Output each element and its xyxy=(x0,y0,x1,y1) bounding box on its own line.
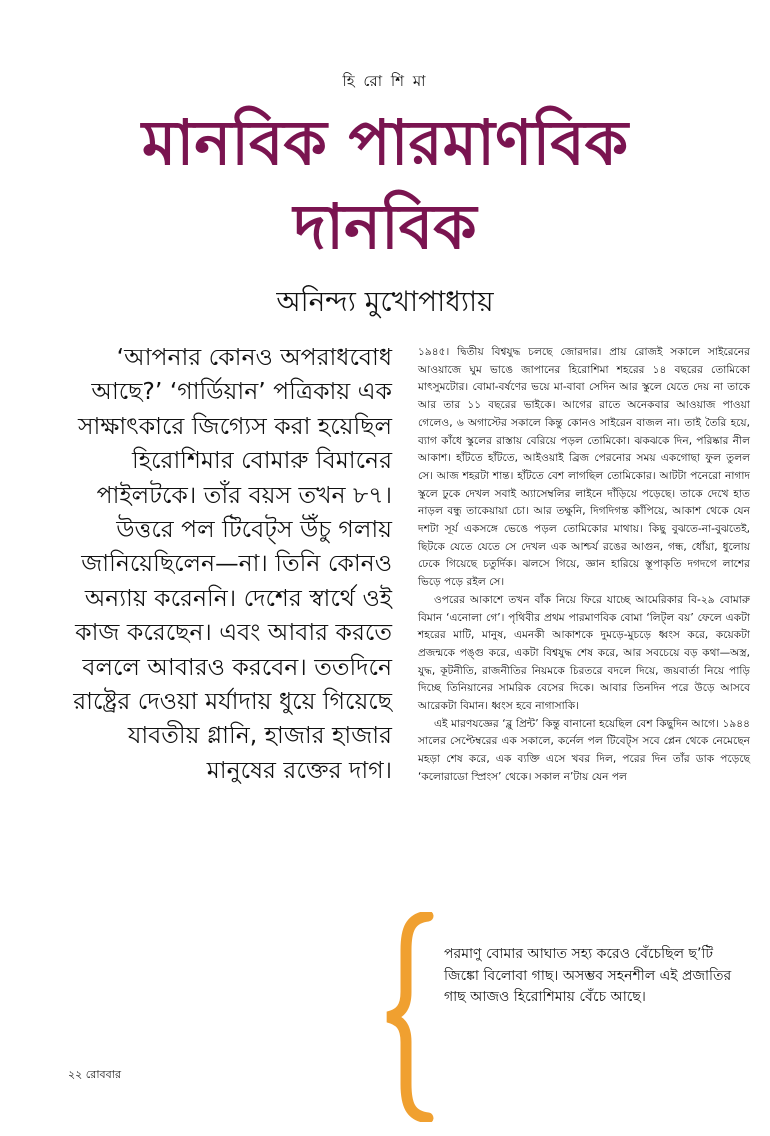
author-byline: অনিন্দ্য মুখোপাধ্যায় xyxy=(276,285,494,318)
sidebar-note: পরমাণু বোমার আঘাত সহ্য করেও বেঁচেছিল ছ’টি জিঙ্কো বিলোবা গাছ। অসম্ভব সহনশীল এই প্রজাতির গাছ আজও হিরোশিমায় বেঁচে আছে। xyxy=(444,946,732,1005)
headline-line-1: মানবিক পারমাণবিক xyxy=(141,106,629,179)
headline-line-2: দানবিক xyxy=(293,190,477,263)
page-folio: ২২ রোববার xyxy=(68,1068,121,1081)
article-body xyxy=(418,344,750,787)
body-paragraph: ওপরের আকাশে তখন বাঁক নিয়ে ফিরে যাচ্ছে আমেরিকার বি-২৯ বোমারু বিমান ‘এনোলা গে’। পৃথিবীর প্রথম পারমাণবিক বোমা ‘লিট্‌ল বয়’ ফেলে একটা শহরের মাটি, মানুষ, এমনকী আকাশকে দুমড়ে-মুচড়ে ধ্বংস করে, কয়েকটা প্রজন্মকে পঙ্গু করে, একটা বিশ্বযুদ্ধ শেষ করে, আর সবচেয়ে বড় কথা—অস্ত্র, যুদ্ধ, কূটনীতি, রাজনীতির নিয়মকে চিরতরে বদলে দিয়ে, জয়বার্তা নিয়ে পাড়ি দিচ্ছে তিনিয়ানের সামরিক বেসের দিকে। আবার তিনদিন পরে উড়ে আসবে আরেকটা বিমান। ধ্বংস হবে নাগাসাকি। xyxy=(418,593,750,713)
curly-brace-decoration xyxy=(384,912,438,1122)
section-kicker: হি রো শি মা xyxy=(342,72,428,90)
body-paragraph: এই মারণযজ্ঞের ‘ব্লু প্রিন্ট’ কিন্তু বানানো হয়েছিল বেশ কিছুদিন আগে। ১৯৪৪ সালের সেপ্টেম্বরের এক সকালে, কর্নেল পল টিবেট্‌স সবে প্লেন থেকে নেমেছেন মহড়া শেষ করে, এক ব্যক্তি এসে খবর দিল, পরের দিন তাঁর ডাক পড়েছে ‘কলোরাডো স্প্রিংস’ থেকে। সকাল ন’টায় যেন পল xyxy=(418,717,750,783)
pull-quote: ‘আপনার কোনও অপরাধবোধ আছে?’ ‘গার্ডিয়ান’ পত্রিকায় এক সাক্ষাৎকারে জিগ্যেস করা হয়েছিল হিরোশিমার বোমারু বিমানের পাইলটকে। তাঁর বয়স তখন ৮৭। উত্তরে পল টিবেট্‌স উঁচু গলায় জানিয়েছিলেন—না। তিনি কোনও অন্যায় করেননি। দেশের স্বার্থে ওই কাজ করেছেন। এবং আবার করতে বললে আবারও করবেন। ততদিনে রাষ্ট্রের দেওয়া মর্যাদায় ধুয়ে গিয়েছে যাবতীয় গ্লানি, হাজার হাজার মানুষের রক্তের দাগ। xyxy=(73,343,392,784)
body-paragraph: ১৯৪৫। দ্বিতীয় বিশ্বযুদ্ধ চলছে জোরদার। প্রায় রোজই সকালে সাইরেনের আওয়াজে ঘুম ভাঙে জাপানের হিরোশিমা শহরের ১৪ বছরের তোমিকো মাৎসুমটোর। বোমা-বর্ষণের ভয়ে মা-বাবা সেদিন আর স্কুলে যেতে দেয় না তাকে আর তার ১১ বছরের ভাইকে। আগের রাতে অনেকবার আওয়াজ পাওয়া গেলেও, ৬ অগাস্টের সকালে কিন্তু কোনও সাইরেন বাজল না। তাই তৈরি হয়ে, ব্যাগ কাঁধে স্কুলের রাস্তায় বেরিয়ে পড়ল তোমিকো। ঝকঝকে দিন, পরিষ্কার নীল আকাশ। হাঁটতে হাঁটতে, আইওয়াই ব্রিজ পেরনোর সময় একগোছা ফুল তুলল সে। আজ শহরটা শান্ত। হাঁটতে বেশ লাগছিল তোমিকোর। আটটা পনেরো নাগাদ স্কুলে ঢুকে দেখল সবাই অ্যাসেম্বলির লাইনে দাঁড়িয়ে পড়েছে। তাকে দেখে হাত নাড়ল বন্ধু তাকেয়ায়া চো। আর তক্ষুনি, দিগদিগন্ত কাঁপিয়ে, আকাশ থেকে যেন দশটা সূর্য একসঙ্গে ভেঙে পড়ল তোমিকোর মাথায়। কিছু বুঝতে-না-বুঝতেই, ছিটকে যেতে যেতে সে দেখল এক আশ্চর্য রঙের আগুন, গন্ধ, ধোঁয়া, ধুলোয় ঢেকে গিয়েছে চতুর্দিক। ঝলসে গিয়ে, জ্ঞান হারিয়ে স্তূপাকৃতি দগদগে লাশের ভিড়ে পড়ে রইল সে। xyxy=(418,346,750,589)
